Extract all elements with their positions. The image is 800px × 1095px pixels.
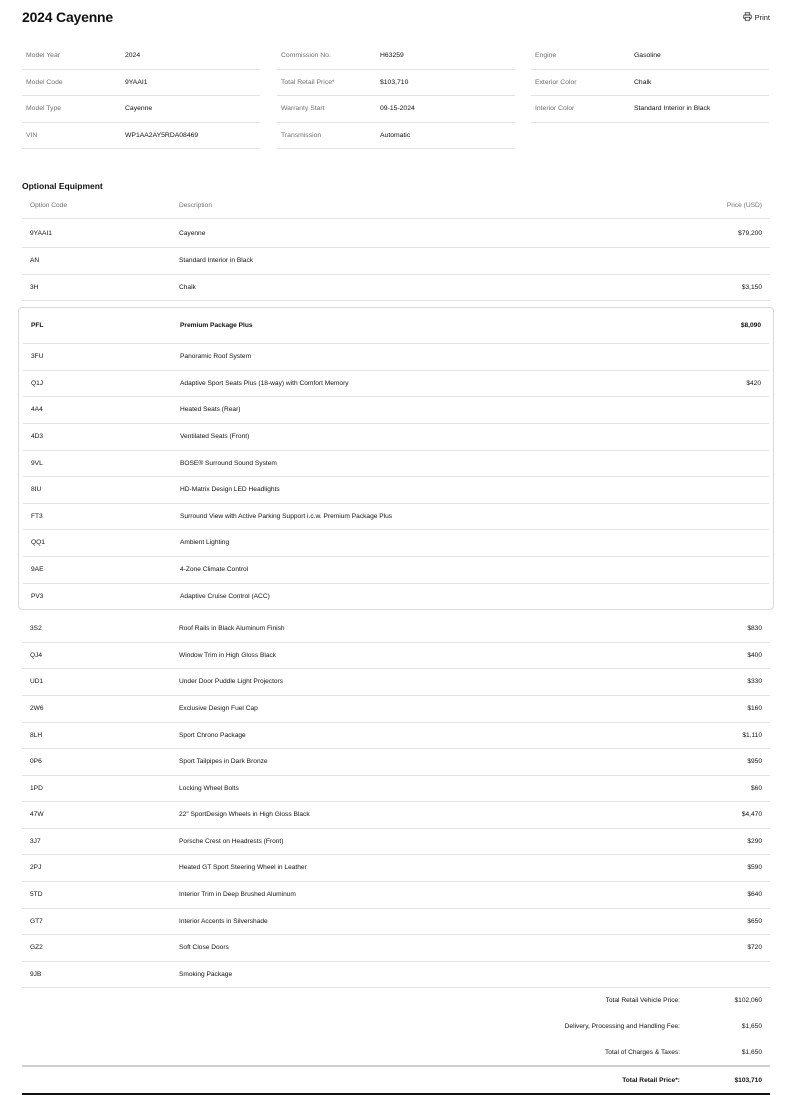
package-code: PFL [31, 322, 44, 330]
option-price: $400 [747, 651, 762, 659]
option-description: Sport Chrono Package [179, 731, 246, 739]
table-row [23, 451, 769, 478]
header-price: Price (USD) [726, 202, 762, 209]
option-description: Locking Wheel Bolts [179, 784, 239, 792]
table-row [22, 802, 770, 829]
package-header-row [23, 308, 769, 344]
spec-row [22, 43, 260, 70]
table-row [22, 696, 770, 723]
spec-label: Transmission [281, 131, 322, 139]
option-price: $950 [747, 758, 762, 766]
option-code: 9AE [31, 565, 44, 573]
option-code: 4A4 [31, 406, 43, 414]
spec-label: Exterior Color [535, 78, 577, 86]
option-price: $160 [747, 704, 762, 712]
table-row [22, 935, 770, 962]
rows-before-package [22, 219, 770, 301]
spec-label: Warranty Start [281, 105, 325, 113]
print-button[interactable] [743, 12, 770, 23]
option-code: PV3 [31, 592, 44, 600]
table-row [22, 616, 770, 643]
spec-row [531, 70, 769, 97]
vehicle-spec-grid [22, 43, 770, 146]
package-items [23, 344, 769, 609]
option-code: 8LH [30, 731, 43, 739]
option-code: QJ4 [30, 651, 43, 659]
option-code: 3S2 [30, 625, 42, 633]
spec-label: Model Type [26, 105, 62, 113]
spec-value: Gasoline [634, 52, 661, 59]
table-row [22, 723, 770, 750]
spec-row [277, 43, 515, 70]
spec-label: VIN [26, 131, 38, 139]
option-description: BOSE® Surround Sound System [180, 459, 277, 467]
option-description: Standard Interior in Black [179, 257, 254, 264]
option-price: $830 [747, 625, 762, 633]
table-row [22, 248, 770, 275]
table-row [22, 219, 770, 248]
spec-value: $103,710 [380, 78, 409, 86]
option-code: 3H [30, 283, 39, 291]
table-row [22, 669, 770, 696]
spec-value: Chalk [634, 78, 652, 86]
spec-value: 09-15-2024 [380, 105, 415, 113]
spec-row [22, 96, 260, 123]
total-label: Total Retail Vehicle Price: [605, 997, 680, 1005]
option-description: Heated Seats (Rear) [180, 406, 241, 414]
option-price: $290 [747, 837, 762, 845]
option-code: GZ2 [30, 944, 43, 952]
spec-row [277, 123, 515, 150]
grand-total-row [22, 1065, 770, 1093]
spec-value: WP1AA2AY5RDA08469 [125, 131, 199, 139]
equipment-table [22, 194, 770, 1095]
option-description: Sport Tailpipes in Dark Bronze [179, 758, 268, 766]
total-row [22, 1040, 770, 1066]
table-row [22, 749, 770, 776]
option-description: Ambient Lighting [180, 539, 230, 547]
spec-value: H63259 [380, 52, 404, 59]
spec-value: Standard Interior in Black [634, 105, 711, 113]
table-row [22, 855, 770, 882]
option-code: UD1 [30, 678, 44, 686]
spec-label: Interior Color [535, 105, 575, 113]
option-code: 9VL [31, 459, 43, 467]
table-row [22, 275, 770, 302]
total-label: Delivery, Processing and Handling Fee: [564, 1023, 680, 1031]
option-code: 5TD [30, 891, 43, 899]
option-code: GT7 [30, 917, 43, 925]
option-description: Interior Accents in Silvershade [179, 917, 268, 925]
spec-row [22, 70, 260, 97]
option-price: $650 [747, 917, 762, 925]
option-description: Soft Close Doors [179, 944, 229, 952]
option-description: Chalk [179, 283, 196, 291]
total-row [22, 1014, 770, 1040]
rows-after-package [22, 616, 770, 988]
option-description: Heated GT Sport Steering Wheel in Leather [179, 864, 307, 872]
option-description: Exclusive Design Fuel Cap [179, 704, 258, 712]
table-row [22, 829, 770, 856]
option-price: $720 [747, 944, 762, 952]
table-row [23, 557, 769, 584]
spec-label: Engine [535, 52, 557, 59]
option-code: 2PJ [30, 864, 42, 872]
option-price: $420 [746, 379, 761, 387]
option-price: $590 [747, 864, 762, 872]
total-value: $1,650 [741, 1023, 762, 1031]
option-description: Ventilated Seats (Front) [180, 432, 250, 440]
spec-row [531, 96, 769, 123]
spec-row [277, 96, 515, 123]
option-code: 4D3 [31, 432, 44, 440]
table-row [23, 344, 769, 371]
spec-label: Total Retail Price* [281, 78, 335, 86]
spec-column-3 [531, 43, 769, 123]
total-row [22, 988, 770, 1014]
option-price: $330 [747, 678, 762, 686]
header-option-code: Option Code [30, 202, 68, 209]
print-label: Print [754, 13, 770, 22]
table-row [23, 477, 769, 504]
option-code: 47W [30, 811, 44, 819]
option-price: $60 [750, 784, 762, 792]
option-price: $3,150 [741, 283, 762, 291]
table-row [22, 776, 770, 803]
option-code: FT3 [31, 512, 43, 520]
option-description: Window Trim in High Gloss Black [179, 651, 277, 659]
option-description: Interior Trim in Deep Brushed Aluminum [179, 891, 296, 899]
option-code: AN [30, 257, 40, 264]
option-code: QQ1 [31, 539, 45, 547]
table-row [22, 643, 770, 670]
option-code: 2W6 [30, 704, 44, 712]
table-row [23, 504, 769, 531]
option-description: HD-Matrix Design LED Headlights [180, 486, 280, 494]
table-row [22, 882, 770, 909]
option-description: Under Door Puddle Light Projectors [179, 678, 284, 686]
option-description: Porsche Crest on Headrests (Front) [179, 837, 284, 845]
option-code: 3FU [31, 353, 44, 361]
option-description: Surround View with Active Parking Support i.c.w. Premium Package Plus [180, 512, 393, 520]
spec-value: 2024 [125, 52, 141, 59]
table-header [22, 194, 770, 219]
printer-icon [743, 12, 752, 23]
option-description: Panoramic Roof System [180, 353, 252, 361]
option-code: Q1J [31, 379, 44, 387]
option-description: Roof Rails in Black Aluminum Finish [179, 625, 285, 633]
table-row [23, 371, 769, 398]
option-description: Adaptive Cruise Control (ACC) [180, 592, 270, 600]
option-code: 9YAAI1 [30, 230, 52, 237]
premium-package-group [18, 307, 774, 610]
table-row [23, 424, 769, 451]
grand-total-label: Total Retail Price*: [622, 1077, 680, 1085]
option-code: 8IU [31, 486, 42, 494]
option-code: 3J7 [30, 837, 41, 845]
spec-row [22, 123, 260, 150]
header-description: Description [179, 202, 212, 209]
option-code: 0P6 [30, 758, 42, 766]
spec-row [531, 43, 769, 70]
option-price: $79,200 [738, 230, 762, 237]
package-description: Premium Package Plus [180, 322, 253, 330]
spec-value: 9YAAI1 [125, 78, 148, 86]
table-row [22, 909, 770, 936]
table-row [22, 962, 770, 989]
spec-row [277, 70, 515, 97]
spec-column-1 [22, 43, 260, 149]
package-price: $8,090 [740, 322, 761, 330]
option-description: 4-Zone Climate Control [180, 565, 249, 573]
table-row [23, 584, 769, 610]
option-price: $1,110 [742, 731, 762, 739]
grand-total-value: $103,710 [734, 1077, 762, 1085]
total-label: Total of Charges & Taxes: [604, 1048, 680, 1056]
spec-label: Model Code [26, 78, 63, 86]
option-description: Smoking Package [179, 970, 233, 978]
option-description: Cayenne [179, 230, 206, 237]
option-price: $640 [747, 891, 762, 899]
totals-section [22, 988, 770, 1095]
table-row [23, 530, 769, 557]
optional-equipment-heading: Optional Equipment [22, 181, 103, 191]
total-value: $1,650 [741, 1048, 762, 1056]
option-description: 22" SportDesign Wheels in High Gloss Black [179, 811, 310, 819]
spec-label: Model Year [26, 52, 61, 59]
table-row [23, 397, 769, 424]
total-value: $102,060 [734, 997, 762, 1005]
option-price: $4,470 [741, 811, 762, 819]
option-code: 1PD [30, 784, 43, 792]
spec-label: Commission No. [281, 52, 331, 59]
spec-value: Cayenne [125, 105, 153, 113]
page-title: 2024 Cayenne [22, 9, 113, 25]
option-description: Adaptive Sport Seats Plus (18-way) with Comfort Memory [180, 379, 349, 387]
spec-column-2 [277, 43, 515, 149]
spec-value: Automatic [380, 131, 411, 139]
option-code: 9JB [30, 970, 42, 978]
